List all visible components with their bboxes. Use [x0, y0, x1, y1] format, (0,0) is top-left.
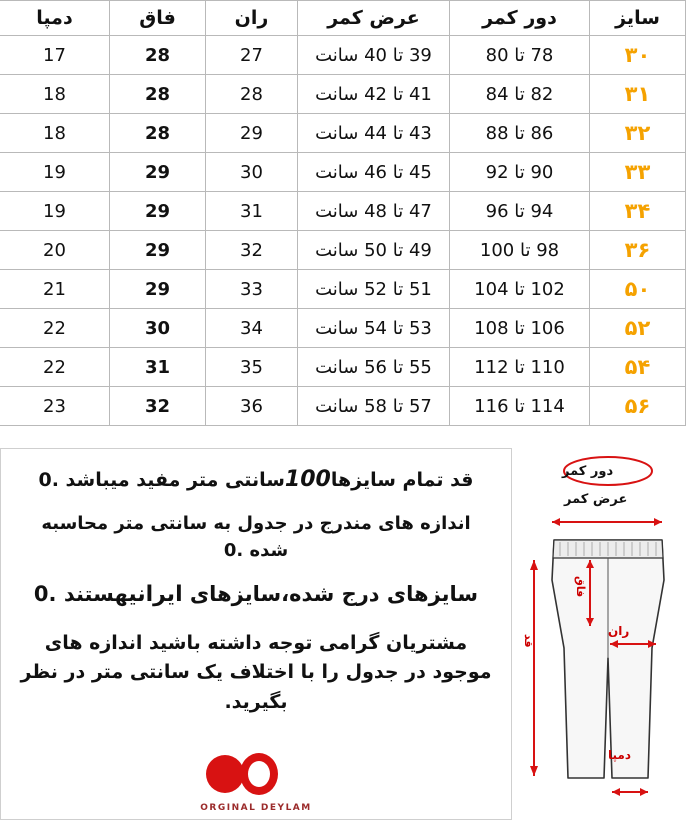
cell-size: [590, 270, 686, 309]
cell-waist: 110 تا 112: [450, 348, 590, 387]
cell-hem: 20: [0, 231, 110, 270]
cell-hem: 23: [0, 387, 110, 426]
cell-width: 55 تا 56 سانت: [298, 348, 450, 387]
cell-rise: 29: [110, 153, 206, 192]
cell-waist: 82 تا 84: [450, 75, 590, 114]
cell-size: [590, 75, 686, 114]
note-line-2: اندازه های مندرج در جدول به سانتی متر محاسبه شده .0: [41, 513, 471, 561]
cell-size: [590, 36, 686, 75]
cell-waist: 94 تا 96: [450, 192, 590, 231]
cell-rise: 28: [110, 36, 206, 75]
cell-thigh: 29: [206, 114, 298, 153]
label-length: قد: [522, 634, 535, 648]
cell-waist: 78 تا 80: [450, 36, 590, 75]
size-badge: ۳۰: [624, 43, 651, 67]
label-thigh: ران: [608, 624, 630, 638]
cell-rise: 29: [110, 231, 206, 270]
cell-width: 45 تا 46 سانت: [298, 153, 450, 192]
logo-ring-icon: [240, 753, 278, 795]
col-header-thigh: ران: [206, 1, 298, 36]
cell-width: 57 تا 58 سانت: [298, 387, 450, 426]
cell-thigh: 31: [206, 192, 298, 231]
note-line-3: [19, 578, 493, 611]
table-row: [0, 387, 686, 426]
label-rise: فاق: [574, 576, 587, 598]
cell-thigh: 35: [206, 348, 298, 387]
cell-waist: 86 تا 88: [450, 114, 590, 153]
size-badge: ۵۶: [624, 394, 651, 418]
table-row: [0, 231, 686, 270]
col-header-size: سایز: [590, 1, 686, 36]
label-waist-circumference: دور کمر: [562, 464, 614, 479]
lower-section: [0, 448, 686, 820]
cell-size: [590, 192, 686, 231]
table-row: [0, 114, 686, 153]
cell-hem: 22: [0, 309, 110, 348]
cell-thigh: 36: [206, 387, 298, 426]
cell-rise: 29: [110, 270, 206, 309]
cell-width: 43 تا 44 سانت: [298, 114, 450, 153]
cell-rise: 29: [110, 192, 206, 231]
size-badge: ۳۲: [624, 121, 651, 145]
note-3-suffix: هستند .0: [33, 582, 129, 606]
cell-hem: 18: [0, 75, 110, 114]
col-header-width: عرض کمر: [298, 1, 450, 36]
table-header-row: [0, 1, 686, 36]
note-1-suffix: سانتی متر مفید میباشد .0: [38, 469, 285, 491]
note-3-emphasis: ایرانی: [128, 582, 183, 607]
cell-rise: 28: [110, 75, 206, 114]
cell-hem: 18: [0, 114, 110, 153]
cell-hem: 19: [0, 192, 110, 231]
cell-rise: 30: [110, 309, 206, 348]
table-row: [0, 270, 686, 309]
cell-thigh: 34: [206, 309, 298, 348]
cell-thigh: 30: [206, 153, 298, 192]
pants-diagram: [512, 448, 686, 820]
size-badge: ۵۴: [624, 355, 651, 379]
note-3-prefix: سایزهای درج شده،سایزهای: [182, 582, 479, 606]
cell-waist: 114 تا 116: [450, 387, 590, 426]
cell-waist: 102 تا 104: [450, 270, 590, 309]
cell-size: [590, 309, 686, 348]
col-header-hem: دمپا: [0, 1, 110, 36]
brand-logo: [1, 752, 511, 813]
size-badge: ۳۴: [624, 199, 651, 223]
note-1-number: 100: [284, 467, 331, 492]
cell-hem: 19: [0, 153, 110, 192]
label-waist-width: عرض کمر: [564, 492, 628, 507]
cell-size: [590, 153, 686, 192]
notes-panel: [0, 448, 512, 820]
logo-text: ORGINAL DEYLAM: [200, 803, 312, 813]
logo-icon: [196, 752, 316, 798]
cell-width: 53 تا 54 سانت: [298, 309, 450, 348]
note-paragraph: مشتریان گرامی توجه داشته باشید اندازه های موجود در جدول را با اختلاف یک سانتی متر در نظر بگیرید.: [20, 632, 492, 713]
size-badge: ۵۲: [624, 316, 651, 340]
cell-waist: 106 تا 108: [450, 309, 590, 348]
cell-width: 47 تا 48 سانت: [298, 192, 450, 231]
cell-rise: 32: [110, 387, 206, 426]
table-row: [0, 309, 686, 348]
cell-size: [590, 387, 686, 426]
cell-size: [590, 348, 686, 387]
size-badge: ۳۳: [624, 160, 651, 184]
note-line-1: [19, 463, 493, 496]
col-header-rise: فاق: [110, 1, 206, 36]
table-row: [0, 75, 686, 114]
label-hem: دمپا: [608, 748, 631, 762]
cell-size: [590, 231, 686, 270]
size-badge: ۳۱: [624, 82, 651, 106]
note-1-prefix: قد تمام سایزها: [330, 469, 474, 491]
cell-thigh: 28: [206, 75, 298, 114]
table-row: [0, 348, 686, 387]
table-row: [0, 153, 686, 192]
col-header-waist: دور کمر: [450, 1, 590, 36]
cell-width: 51 تا 52 سانت: [298, 270, 450, 309]
cell-thigh: 33: [206, 270, 298, 309]
table-row: [0, 36, 686, 75]
cell-rise: 28: [110, 114, 206, 153]
cell-thigh: 32: [206, 231, 298, 270]
cell-size: [590, 114, 686, 153]
cell-hem: 22: [0, 348, 110, 387]
cell-waist: 98 تا 100: [450, 231, 590, 270]
cell-hem: 21: [0, 270, 110, 309]
cell-width: 41 تا 42 سانت: [298, 75, 450, 114]
cell-waist: 90 تا 92: [450, 153, 590, 192]
size-badge: ۵۰: [624, 277, 651, 301]
cell-rise: 31: [110, 348, 206, 387]
table-row: [0, 192, 686, 231]
logo-circle-icon: [206, 755, 244, 793]
cell-width: 49 تا 50 سانت: [298, 231, 450, 270]
size-badge: ۳۶: [624, 238, 651, 262]
cell-hem: 17: [0, 36, 110, 75]
cell-width: 39 تا 40 سانت: [298, 36, 450, 75]
cell-thigh: 27: [206, 36, 298, 75]
